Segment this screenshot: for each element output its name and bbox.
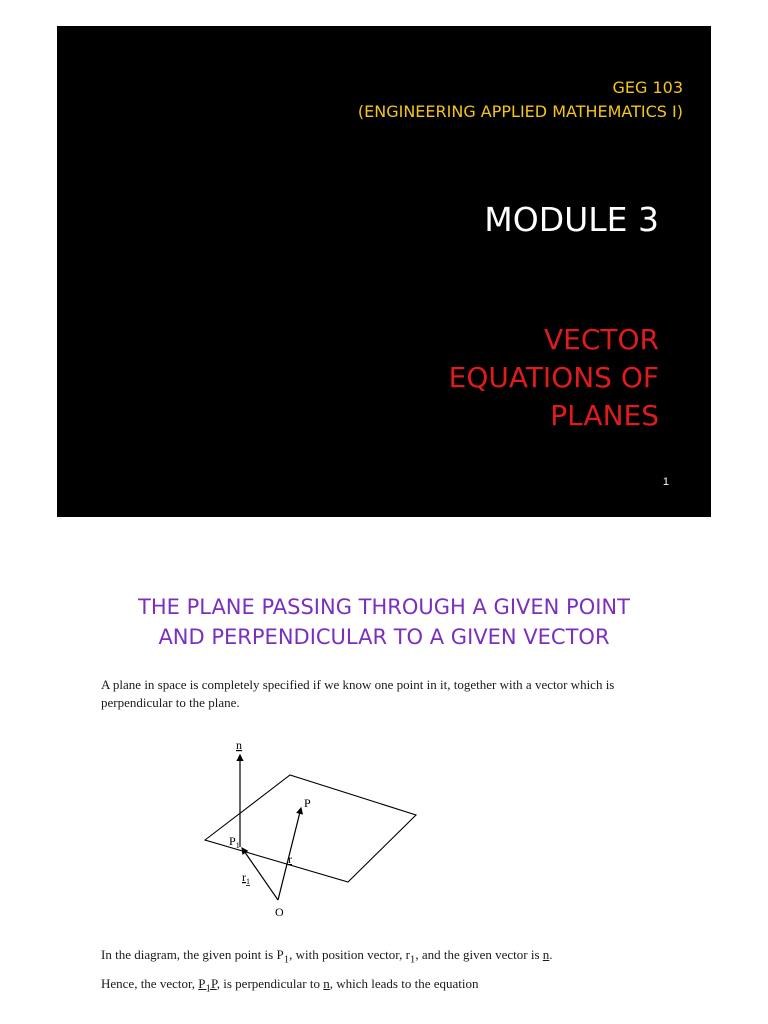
title-slide xyxy=(57,26,711,517)
label-p: P xyxy=(304,796,311,810)
slide-number: 1 xyxy=(662,476,669,488)
course-code: GEG 103 xyxy=(612,78,683,97)
slide-title-line: VECTOR xyxy=(544,323,659,356)
slide-title-line: EQUATIONS OF xyxy=(448,361,659,394)
perpendicular-statement: Hence, the vector, $P_1P$, is perpendicular to n, which leads to the equation xyxy=(101,976,479,995)
section-heading-line: THE PLANE PASSING THROUGH A GIVEN POINT xyxy=(138,595,630,619)
diagram-explanation: In the diagram, the given point is $P_1$, with position vector, $r_1$, and the given vector is n. xyxy=(101,947,553,966)
slide-title-line: PLANES xyxy=(550,399,659,432)
module-title: MODULE 3 xyxy=(484,200,659,239)
label-n: n xyxy=(236,738,242,752)
intro-paragraph: A plane in space is completely specified if we know one point in it, together with a vector which is perpendicular to the plane. xyxy=(101,677,615,710)
section-heading xyxy=(80,592,688,652)
label-r1: $r_1$ xyxy=(242,870,250,886)
course-name: (ENGINEERING APPLIED MATHEMATICS I) xyxy=(357,102,683,121)
plane-shape xyxy=(205,775,416,882)
label-o: O xyxy=(275,905,284,919)
label-p1: $P_1$ xyxy=(229,834,240,850)
plane-vector-diagram xyxy=(200,735,430,925)
slide-title xyxy=(449,321,659,435)
label-r: r xyxy=(288,852,292,866)
section-heading-line: AND PERPENDICULAR TO A GIVEN VECTOR xyxy=(158,625,610,649)
